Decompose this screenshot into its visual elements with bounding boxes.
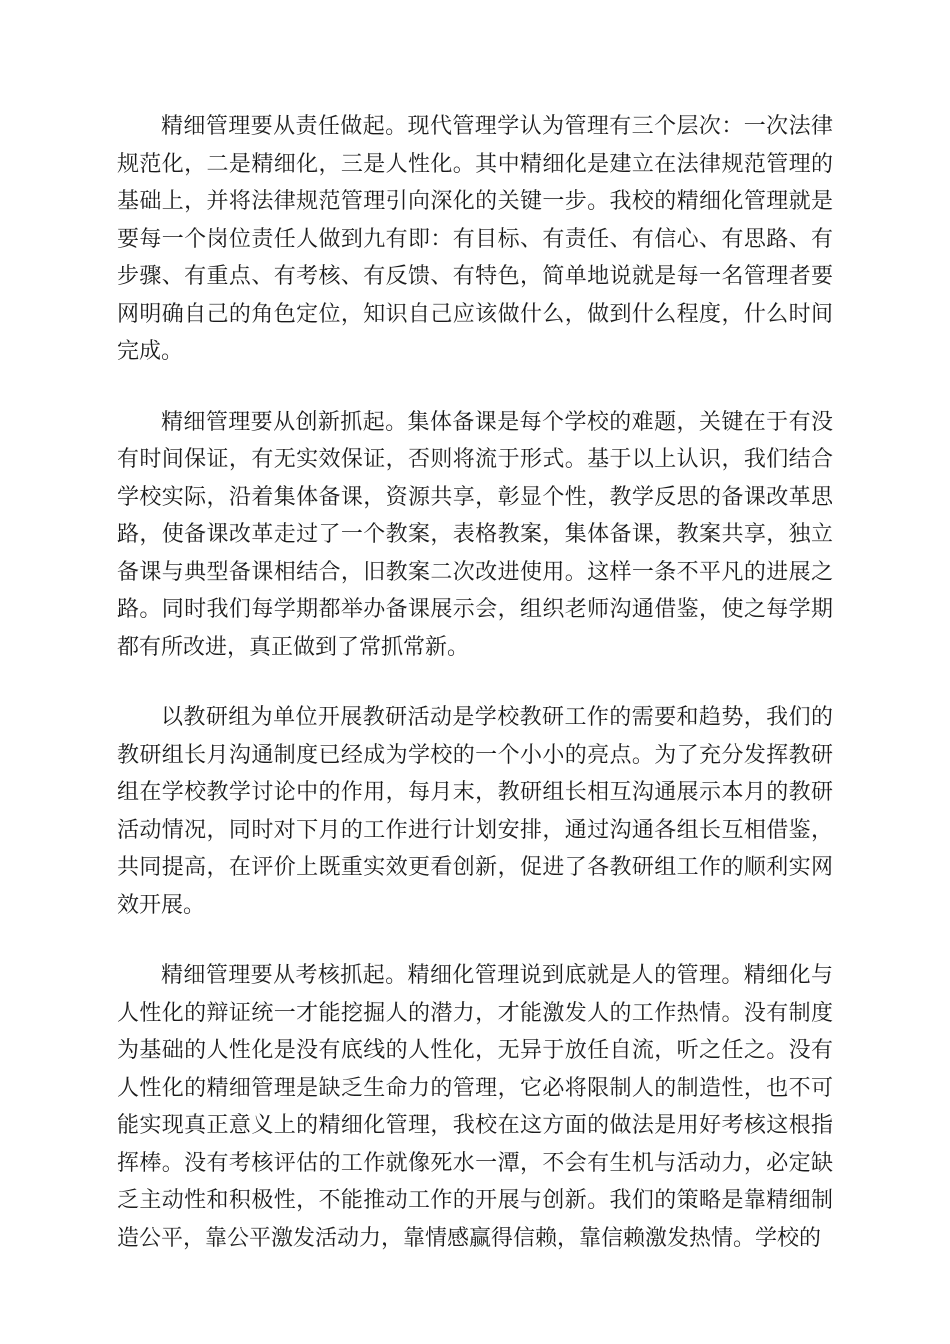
document-body (117, 108, 833, 1257)
paragraph-responsibility: 精细管理要从责任做起。现代管理学认为管理有三个层次：一次法律规范化，二是精细化，三是人性化。其中精细化是建立在法律规范管理的基础上，并将法律规范管理引向深化的关键一步。我校的精细化管理就是要每一个岗位责任人做到九有即：有目标、有责任、有信心、有思路、有步骤、有重点、有考核、有反馈、有特色，简单地说就是每一名管理者要网明确自己的角色定位，知识自己应该做什么，做到什么程度，什么时间完成。 (117, 114, 833, 364)
paragraph-innovation: 精细管理要从创新抓起。集体备课是每个学校的难题，关键在于有没有时间保证，有无实效保证，否则将流于形式。基于以上认识，我们结合学校实际，沿着集体备课，资源共享，彰显个性，教学反思的备课改革思路，使备课改革走过了一个教案，表格教案，集体备课，教案共享，独立备课与典型备课相结合，旧教案二次改进使用。这样一条不平凡的进展之路。同时我们每学期都举办备课展示会，组织老师沟通借鉴，使之每学期都有所改进，真正做到了常抓常新。 (117, 409, 833, 660)
paragraph-assessment: 精细管理要从考核抓起。精细化管理说到底就是人的管理。精细化与人性化的辩证统一才能挖掘人的潜力，才能激发人的工作热情。没有制度为基础的人性化是没有底线的人性化，无异于放任自流，听之任之。没有人性化的精细管理是缺乏生命力的管理，它必将限制人的制造性，也不可能实现真正意义上的精细化管理，我校在这方面的做法是用好考核这根指挥棒。没有考核评估的工作就像死水一潭，不会有生机与活动力，必定缺乏主动性和积极性，不能推动工作的开展与创新。我们的策略是靠精细制造公平，靠公平激发活动力，靠情感赢得信赖，靠信赖激发热情。学校的 (117, 963, 833, 1251)
paragraph-teaching-research: 以教研组为单位开展教研活动是学校教研工作的需要和趋势，我们的教研组长月沟通制度已经成为学校的一个小小的亮点。为了充分发挥教研组在学校教学讨论中的作用，每月末，教研组长相互沟通展示本月的教研活动情况，同时对下月的工作进行计划安排，通过沟通各组长互相借鉴，共同提高，在评价上既重实效更看创新，促进了各教研组工作的顺利实网效开展。 (117, 705, 833, 918)
